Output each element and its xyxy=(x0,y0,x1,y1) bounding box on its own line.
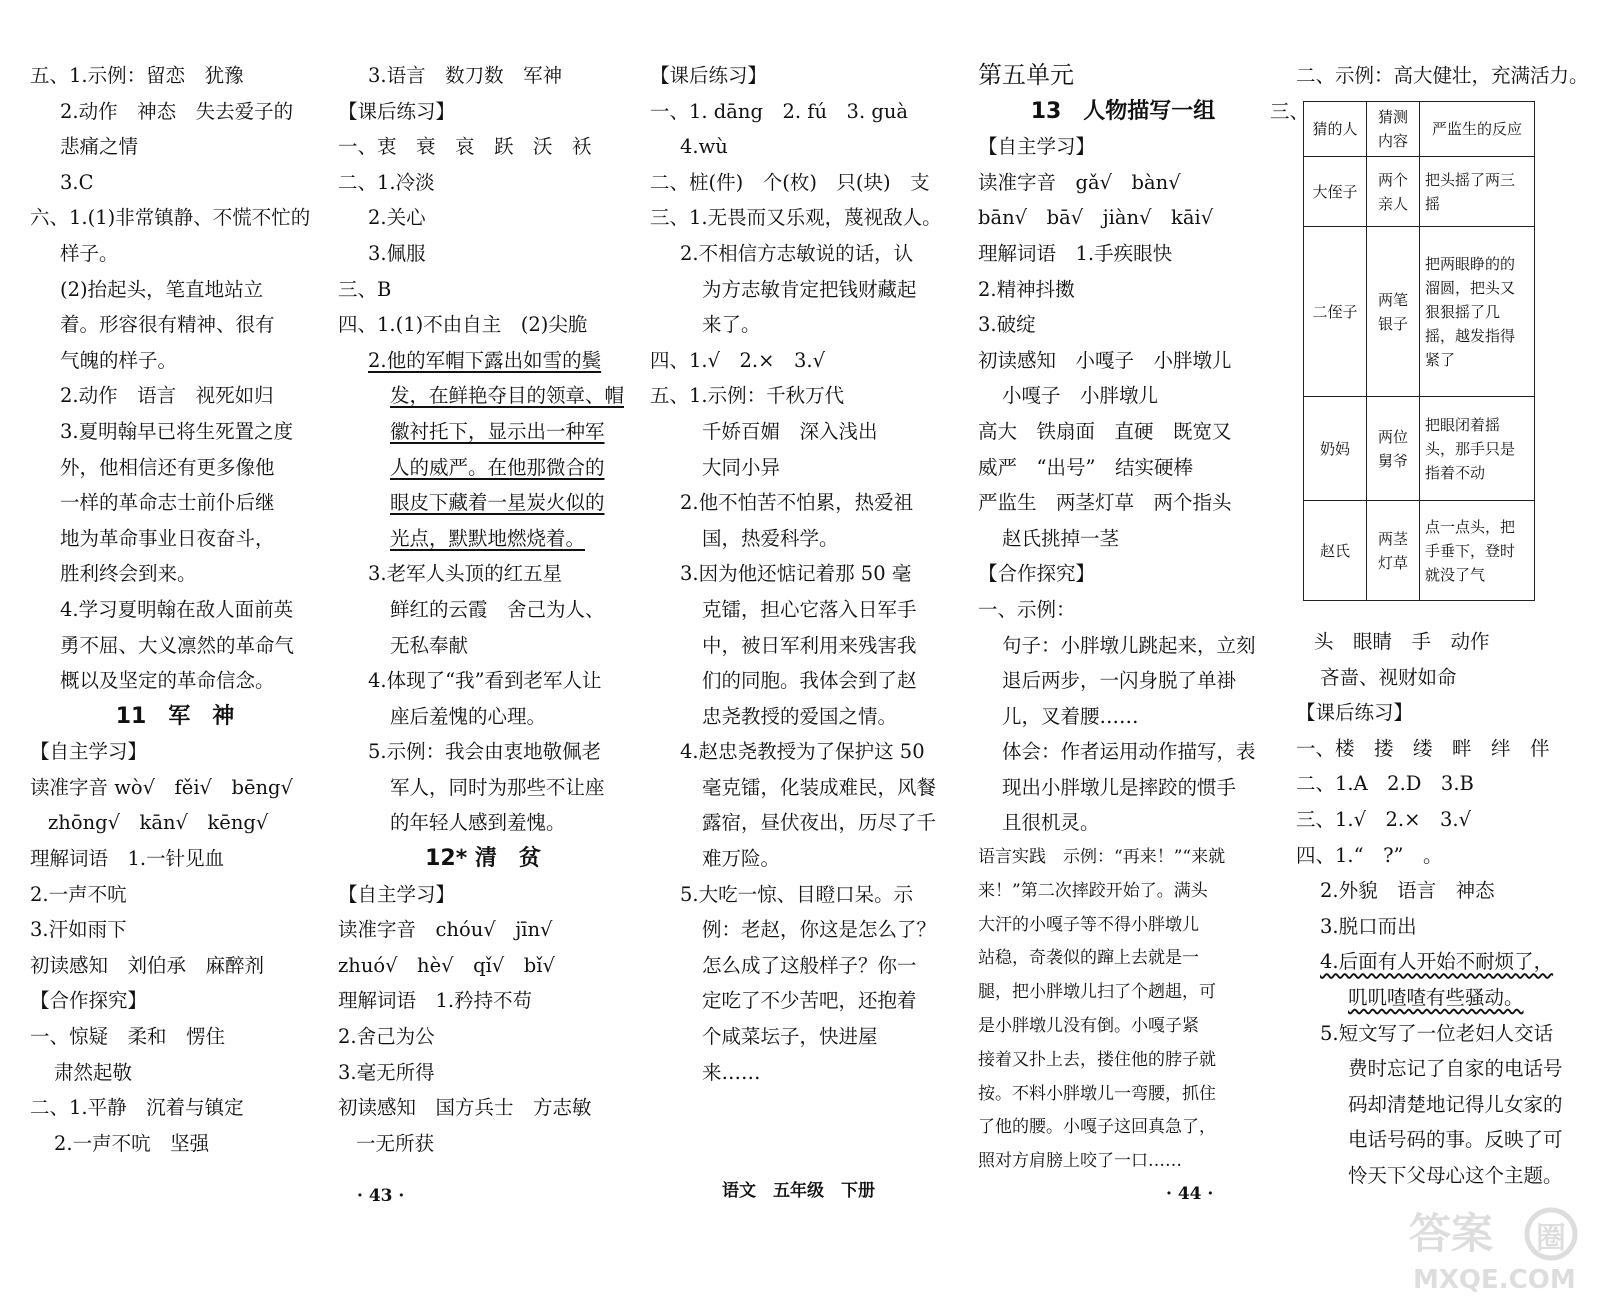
text-line: 读准字音 gǎ√ bàn√ xyxy=(978,170,1181,194)
text-line: 3.夏明翰早已将生死置之度 xyxy=(60,419,294,443)
text-line: 二、桩(件) 个(枚) 只(块) 支 xyxy=(650,170,930,194)
text-line: 三、B xyxy=(338,277,392,301)
text-line: zhuó√ hè√ qǐ√ bǐ√ xyxy=(338,953,555,977)
text-line: 头 眼睛 手 动作 xyxy=(1314,630,1490,653)
text-line: 严监生 两茎灯草 两个指头 xyxy=(978,491,1232,515)
text-line: 3.老军人头顶的红五星 xyxy=(368,562,563,586)
table-header-cell: 严监生的反应 xyxy=(1420,102,1535,157)
text-line: 地为革命事业日夜奋斗， xyxy=(60,526,275,550)
text-line: 三、1.√ 2.× 3.√ xyxy=(1296,807,1472,831)
text-line: 胜利终会到来。 xyxy=(60,562,197,586)
text-line: 军人，同时为那些不让座 xyxy=(390,775,605,799)
text-line: 一、示例： xyxy=(978,597,1076,621)
text-line: 眼皮下藏着一星炭火似的 xyxy=(390,491,605,515)
text-line: 退后两步，一闪身脱了单褂 xyxy=(1002,669,1237,693)
text-line: 四、1.(1)不由自主 (2)尖脆 xyxy=(338,313,588,337)
text-line: 4.赵忠尧教授为了保护这 50 xyxy=(680,740,925,764)
book-label: 语文 五年级 下册 xyxy=(722,1181,875,1201)
text-line: 叽叽喳喳有些骚动。 xyxy=(1348,985,1524,1009)
text-line: 赵氏挑掉一茎 xyxy=(1002,526,1120,550)
text-line: 且很机灵。 xyxy=(1002,811,1100,835)
text-line: 费时忘记了自家的电话号 xyxy=(1348,1057,1563,1081)
text-line: 了他的腰。小嘎子这回真急了， xyxy=(978,1117,1216,1138)
text-line: 理解词语 1.矜持不苟 xyxy=(338,989,533,1013)
text-line: 来了。 xyxy=(702,313,761,337)
text-line: 【课后练习】 xyxy=(1296,701,1414,725)
text-line: 二、1.平静 沉着与镇定 xyxy=(30,1096,244,1120)
text-line: 3.佩服 xyxy=(368,241,426,265)
section-title: 12* 清 贫 xyxy=(425,846,541,872)
text-line: 毫克镭，化装成难民，风餐 xyxy=(702,775,937,799)
text-line: 们的同胞。我体会到了赵 xyxy=(702,669,917,693)
table-cell: 奶妈 xyxy=(1304,397,1367,501)
table-header-row xyxy=(1304,102,1535,157)
text-line: 3.汗如雨下 xyxy=(30,918,127,942)
text-line: 大汗的小嘎子等不得小胖墩儿 xyxy=(978,914,1199,935)
text-line: 3.毫无所得 xyxy=(338,1060,435,1084)
text-line: 悲痛之情 xyxy=(60,135,139,159)
text-line: 5.短文写了一位老妇人交话 xyxy=(1320,1021,1554,1045)
text-line: 理解词语 1.一针见血 xyxy=(30,847,225,871)
text-line: 大同小异 xyxy=(702,455,781,479)
text-line: 忠尧教授的爱国之情。 xyxy=(702,704,898,728)
table-cell: 大侄子 xyxy=(1304,157,1367,227)
section-title: 11 军 神 xyxy=(115,703,235,729)
text-line: 【课后练习】 xyxy=(650,64,768,87)
text-line: 5.大吃一惊、目瞪口呆。示 xyxy=(680,882,914,906)
text-line: 怎么成了这般样子？你一 xyxy=(702,953,917,977)
text-line: 初读感知 小嘎子 小胖墩儿 xyxy=(978,348,1232,372)
table-cell: 两笔银子 xyxy=(1367,227,1420,397)
table-cell: 两位舅爷 xyxy=(1367,397,1420,501)
table-cell: 把眼闭着摇头，那手只是指着不动 xyxy=(1420,397,1535,501)
table-row xyxy=(1304,397,1535,501)
text-line: 定吃了不少苦吧，还抱着 xyxy=(702,989,917,1013)
text-line: 3.脱口而出 xyxy=(1320,914,1417,938)
text-line: 吝啬、视财如命 xyxy=(1320,665,1457,689)
text-line: 光点，默默地燃烧着。 xyxy=(390,526,586,550)
text-line: 的年轻人感到羞愧。 xyxy=(390,811,566,835)
text-line: 【自主学习】 xyxy=(30,740,148,764)
text-line: 接着又扑上去，搂住他的脖子就 xyxy=(978,1049,1216,1070)
text-line: 五、1.示例：留恋 犹豫 xyxy=(30,64,244,87)
text-line: 样子。 xyxy=(60,241,119,265)
text-line: 2.关心 xyxy=(368,206,426,230)
watermark-logo xyxy=(1405,1198,1580,1298)
text-line: 一、衷 衰 哀 跃 沃 袄 xyxy=(338,135,592,159)
text-line: 是小胖墩儿没有倒。小嘎子紧 xyxy=(978,1016,1199,1037)
text-line: 电话号码的事。反映了可 xyxy=(1348,1128,1563,1152)
text-line: 例：老赵，你这是怎么了？ xyxy=(702,918,937,942)
table-header-cell: 猜测内容 xyxy=(1367,102,1420,157)
text-line: 2.外貌 语言 神态 xyxy=(1320,879,1495,903)
text-line: 为方志敏肯定把钱财藏起 xyxy=(702,277,917,301)
text-line: 气魄的样子。 xyxy=(60,348,178,372)
section-title: 13 人物描写一组 xyxy=(1030,98,1216,124)
text-line: 六、1.(1)非常镇静、不慌不忙的 xyxy=(30,206,311,230)
text-line: 现出小胖墩儿是摔跤的惯手 xyxy=(1002,775,1237,799)
text-line: 三、1.无畏而又乐观，蔑视敌人。 xyxy=(650,206,942,230)
text-line: 来…… xyxy=(702,1060,761,1084)
text-line: 4.学习夏明翰在敌人面前英 xyxy=(60,597,294,621)
table-row xyxy=(1304,227,1535,397)
text-line: 儿，叉着腰…… xyxy=(1002,704,1139,728)
text-line: 2.他的军帽下露出如雪的鬓 xyxy=(368,348,602,372)
text-line: 徽衬托下，显示出一种军 xyxy=(390,419,605,443)
text-line: 国，热爱科学。 xyxy=(702,526,839,550)
svg-text:圈: 圈 xyxy=(1536,1221,1566,1256)
column-3 xyxy=(650,58,940,1090)
text-line: 【自主学习】 xyxy=(978,135,1096,159)
text-line: 着。形容很有精神、很有 xyxy=(60,313,275,337)
text-line: 一样的革命志士前仆后继 xyxy=(60,491,275,515)
text-line: 露宿，昼伏夜出，历尽了千 xyxy=(702,811,937,835)
text-line: 人的威严。在他那微合的 xyxy=(390,455,605,479)
table-row xyxy=(1304,501,1535,601)
text-line: 读准字音 chóu√ jīn√ xyxy=(338,918,553,942)
text-line: 外，他相信还有更多像他 xyxy=(60,455,275,479)
text-line: 克镭，担心它落入日军手 xyxy=(702,597,917,621)
text-line: 个咸菜坛子，快进屋 xyxy=(702,1025,878,1049)
text-line: 二、1.冷淡 xyxy=(338,170,435,194)
text-line: 鲜红的云霞 舍己为人、 xyxy=(390,597,605,621)
svg-text:MXQE.COM: MXQE.COM xyxy=(1413,1265,1576,1295)
text-line: 腿，把小胖墩儿扫了个趔趄，可 xyxy=(978,982,1216,1003)
text-line: 【合作探究】 xyxy=(30,989,148,1013)
column-1 xyxy=(30,58,320,1161)
text-line: 威严 “出号” 结实硬棒 xyxy=(978,455,1193,479)
text-line: 二、示例：高大健壮，充满活力。 xyxy=(1296,64,1589,87)
text-line: 座后羞愧的心理。 xyxy=(390,704,547,728)
text-line: 难万险。 xyxy=(702,847,781,871)
text-line: 初读感知 刘伯承 麻醉剂 xyxy=(30,953,265,977)
text-line: 一、1. dāng 2. fú 3. guà xyxy=(650,99,909,123)
column-4 xyxy=(978,58,1268,1179)
text-line: 一无所获 xyxy=(356,1131,435,1155)
text-line: 2.精神抖擞 xyxy=(978,277,1075,301)
text-line: 四、1.“ ?” 。 xyxy=(1296,843,1443,867)
text-line: 2.一声不吭 xyxy=(30,882,127,906)
text-line: 2.他不怕苦不怕累，热爱祖 xyxy=(680,491,914,515)
text-line: 五、1.示例：千秋万代 xyxy=(650,384,845,408)
text-line: 3.C xyxy=(60,170,94,194)
text-line: 2.不相信方志敏说的话，认 xyxy=(680,241,914,265)
page-number-left: · 43 · xyxy=(357,1186,405,1206)
text-line: 3.破绽 xyxy=(978,313,1036,337)
text-line: 小嘎子 小胖墩儿 xyxy=(1002,384,1159,408)
text-line: 初读感知 国方兵士 方志敏 xyxy=(338,1096,592,1120)
table-cell: 二侄子 xyxy=(1304,227,1367,397)
text-line: 2.一声不吭 坚强 xyxy=(54,1131,210,1155)
column-5-top xyxy=(1296,58,1589,94)
text-line: zhōng√ kān√ kēng√ xyxy=(48,811,269,835)
text-line: 理解词语 1.手疾眼快 xyxy=(978,241,1173,265)
text-line: 2.动作 语言 视死如归 xyxy=(60,384,274,408)
text-line: 【合作探究】 xyxy=(978,562,1096,586)
text-line: 怜天下父母心这个主题。 xyxy=(1348,1163,1563,1187)
table-row xyxy=(1304,157,1535,227)
text-line: 2.舍己为公 xyxy=(338,1025,435,1049)
guess-table xyxy=(1303,101,1535,601)
text-line: 勇不屈、大义凛然的革命气 xyxy=(60,633,295,657)
page-number-right: · 44 · xyxy=(1166,1184,1214,1204)
table-cell: 把两眼睁的的溜圆，把头又狠狠摇了几摇，越发指得紧了 xyxy=(1420,227,1535,397)
text-line: 高大 铁扇面 直硬 既宽又 xyxy=(978,419,1232,443)
column-2 xyxy=(338,58,628,1161)
table-header-cell: 猜的人 xyxy=(1304,102,1367,157)
text-line: 发，在鲜艳夺目的领章、帽 xyxy=(390,384,625,408)
text-line: 站稳，奇袭似的蹿上去就是一 xyxy=(978,948,1199,969)
table-label: 三、 xyxy=(1270,100,1310,123)
text-line: 体会：作者运用动作描写，表 xyxy=(1002,740,1256,764)
text-line: 无私奉献 xyxy=(390,633,469,657)
text-line: 一、楼 搂 缕 畔 绊 伴 xyxy=(1296,736,1550,760)
column-5-bottom xyxy=(1296,624,1586,1194)
svg-text:答案: 答案 xyxy=(1409,1209,1494,1258)
text-line: (2)抬起头，笔直地站立 xyxy=(60,277,264,301)
text-line: 按。不料小胖墩儿一弯腰，抓住 xyxy=(978,1083,1216,1104)
text-line: 句子：小胖墩儿跳起来，立刻 xyxy=(1002,633,1256,657)
text-line: 一、惊疑 柔和 愣住 xyxy=(30,1025,226,1049)
text-line: 3.因为他还惦记着那 50 毫 xyxy=(680,562,912,586)
text-line: 5.示例：我会由衷地敬佩老 xyxy=(368,740,602,764)
text-line: 中，被日军利用来残害我 xyxy=(702,633,917,657)
table-cell: 赵氏 xyxy=(1304,501,1367,601)
text-line: 4.体现了“我”看到老军人让 xyxy=(368,669,602,693)
table-cell: 两个亲人 xyxy=(1367,157,1420,227)
text-line: 概以及坚定的革命信念。 xyxy=(60,669,275,693)
unit-heading: 第五单元 xyxy=(978,61,1074,89)
text-line: 肃然起敬 xyxy=(54,1060,133,1084)
text-line: 【自主学习】 xyxy=(338,882,456,906)
text-line: 【课后练习】 xyxy=(338,99,456,123)
text-line: 4.wù xyxy=(680,135,728,159)
text-line: 2.动作 神态 失去爱子的 xyxy=(60,99,294,123)
text-line: 语言实践 示例：“再来！”“来就 xyxy=(978,847,1226,868)
text-line: bān√ bā√ jiàn√ kāi√ xyxy=(978,206,1214,230)
table-cell: 把头摇了两三摇 xyxy=(1420,157,1535,227)
text-line: 二、1.A 2.D 3.B xyxy=(1296,772,1474,796)
text-line: 3.语言 数刀数 军神 xyxy=(368,64,563,87)
text-line: 千娇百媚 深入浅出 xyxy=(702,419,878,443)
text-line: 4.后面有人开始不耐烦了， xyxy=(1320,950,1554,974)
text-line: 四、1.√ 2.× 3.√ xyxy=(650,348,826,372)
text-line: 来！”第二次摔跤开始了。满头 xyxy=(978,880,1208,901)
text-line: 读准字音 wò√ fěi√ bēng√ xyxy=(30,775,293,799)
text-line: 码却清楚地记得儿女家的 xyxy=(1348,1092,1563,1116)
table-cell: 两茎灯草 xyxy=(1367,501,1420,601)
text-line: 照对方肩膀上咬了一口…… xyxy=(978,1151,1182,1172)
table-cell: 点一点头，把手垂下，登时就没了气 xyxy=(1420,501,1535,601)
